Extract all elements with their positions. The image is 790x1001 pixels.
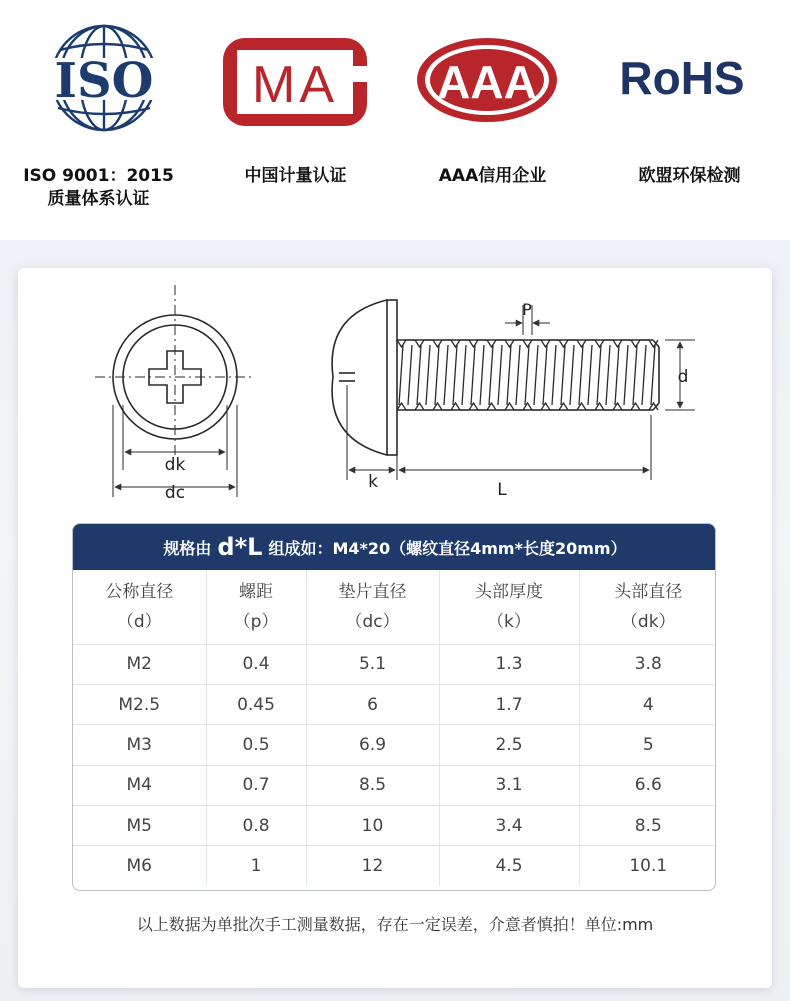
thread-line	[615, 345, 619, 405]
thread-line	[471, 345, 475, 405]
cell-p: 1	[206, 846, 306, 886]
cert-rohs	[591, 0, 788, 240]
iso-logo	[0, 20, 197, 140]
table-row	[73, 684, 716, 724]
thread-line	[624, 345, 628, 405]
cell-p: 0.45	[206, 684, 306, 724]
label-p: P	[522, 300, 532, 319]
thread-line	[417, 345, 421, 405]
label-dk: dk	[164, 455, 186, 475]
aaa-logo	[394, 20, 591, 140]
side-view	[332, 300, 695, 480]
thread-line	[489, 345, 493, 405]
thread-line	[516, 345, 520, 405]
thread-line	[651, 345, 655, 405]
thread-line	[435, 345, 439, 405]
screw-diagram	[95, 285, 695, 500]
cell-dk: 10.1	[629, 856, 668, 877]
svg-text:RoHS: RoHS	[619, 52, 745, 104]
table-row	[73, 765, 716, 805]
cell-k: 2.5	[439, 725, 579, 765]
cell-dk: 4	[579, 684, 716, 724]
cell-dk: 8.5	[579, 806, 716, 846]
spec-table-title	[73, 524, 716, 570]
thread-pattern	[397, 340, 658, 410]
header-k: 头部厚度 （k）	[439, 570, 579, 644]
cell-dc: 6	[306, 684, 439, 724]
header-d: 公称直径 （d）	[73, 570, 206, 644]
thread-line	[588, 345, 592, 405]
cell-d: M2.5	[73, 684, 206, 724]
thread-line	[561, 345, 565, 405]
cell-dc: 6.9	[306, 725, 439, 765]
cert-rohs-caption: 欧盟环保检测	[638, 166, 741, 186]
spec-table	[72, 523, 716, 891]
thread-line	[579, 345, 583, 405]
thread-line	[480, 345, 484, 405]
thread-edge	[397, 403, 658, 410]
cell-dc: 12	[306, 846, 439, 886]
thread-line	[606, 345, 610, 405]
cell-dk: 6.6	[579, 765, 716, 805]
cell-dc: 5.1	[306, 644, 439, 684]
thread-line	[462, 345, 466, 405]
table-row	[73, 725, 716, 765]
thread-line	[426, 345, 430, 405]
thread-line	[507, 345, 511, 405]
certification-strip	[0, 0, 790, 240]
cell-d: M3	[73, 725, 206, 765]
title-suffix: 组成如：M4*20（螺纹直径4mm*长度20mm）	[268, 538, 627, 558]
spec-table-grid	[73, 570, 716, 886]
cell-dk: 5	[579, 725, 716, 765]
thread-line	[552, 345, 556, 405]
thread-line	[534, 345, 538, 405]
cell-d: M6	[73, 846, 206, 886]
cell-k: 3.4	[439, 806, 579, 846]
label-d: d	[677, 367, 689, 387]
table-row	[73, 846, 716, 886]
thread-line	[543, 345, 547, 405]
table-row	[73, 806, 716, 846]
cell-d: M5	[73, 806, 206, 846]
table-header-row	[73, 570, 716, 644]
thread-line	[633, 345, 637, 405]
cert-ma	[197, 0, 394, 240]
cell-p: 0.7	[206, 765, 306, 805]
cert-iso-caption-2: 质量体系认证	[47, 189, 150, 209]
cert-ma-caption: 中国计量认证	[244, 166, 347, 186]
thread-line	[597, 345, 601, 405]
cell-dk: 3.8	[579, 644, 716, 684]
thread-line	[498, 345, 502, 405]
cell-k: 1.3	[439, 644, 579, 684]
cell-p: 0.5	[206, 725, 306, 765]
label-L: L	[497, 480, 507, 500]
label-dc: dc	[164, 483, 186, 500]
rohs-logo	[591, 20, 788, 140]
header-dk: 头部直径 （dk）	[579, 570, 716, 644]
thread-line	[453, 345, 457, 405]
cell-k: 4.5	[439, 846, 579, 886]
title-emphasis: d*L	[217, 533, 263, 561]
label-k: k	[368, 472, 378, 492]
thread-line	[399, 345, 403, 405]
cert-iso	[0, 0, 197, 240]
cell-p: 0.4	[206, 644, 306, 684]
thread-line	[642, 345, 646, 405]
title-prefix: 规格由	[163, 538, 212, 558]
cell-dc: 8.5	[306, 765, 439, 805]
header-dc: 垫片直径 （dc）	[306, 570, 439, 644]
thread-edge	[397, 340, 658, 347]
ma-logo	[197, 20, 394, 140]
table-row	[73, 644, 716, 684]
cell-k: 3.1	[439, 765, 579, 805]
cell-k: 1.7	[439, 684, 579, 724]
thread-line	[525, 345, 529, 405]
measurement-note: 以上数据为单批次手工测量数据，存在一定误差，介意者慎拍！单位:mm	[136, 915, 654, 934]
cert-iso-caption-1: ISO 9001：2015	[23, 166, 174, 186]
header-p: 螺距 （p）	[206, 570, 306, 644]
thread-line	[444, 345, 448, 405]
cert-aaa	[394, 0, 591, 240]
thread-line	[570, 345, 574, 405]
cell-p: 0.8	[206, 806, 306, 846]
cell-d: M4	[73, 765, 206, 805]
thread-line	[408, 345, 412, 405]
cell-d: M2	[73, 644, 206, 684]
cell-dc: 10	[306, 806, 439, 846]
svg-text:MA: MA	[252, 56, 338, 114]
cert-aaa-caption: AAA信用企业	[438, 166, 547, 186]
svg-text:AAA: AAA	[437, 56, 537, 108]
svg-text:ISO: ISO	[54, 53, 154, 109]
